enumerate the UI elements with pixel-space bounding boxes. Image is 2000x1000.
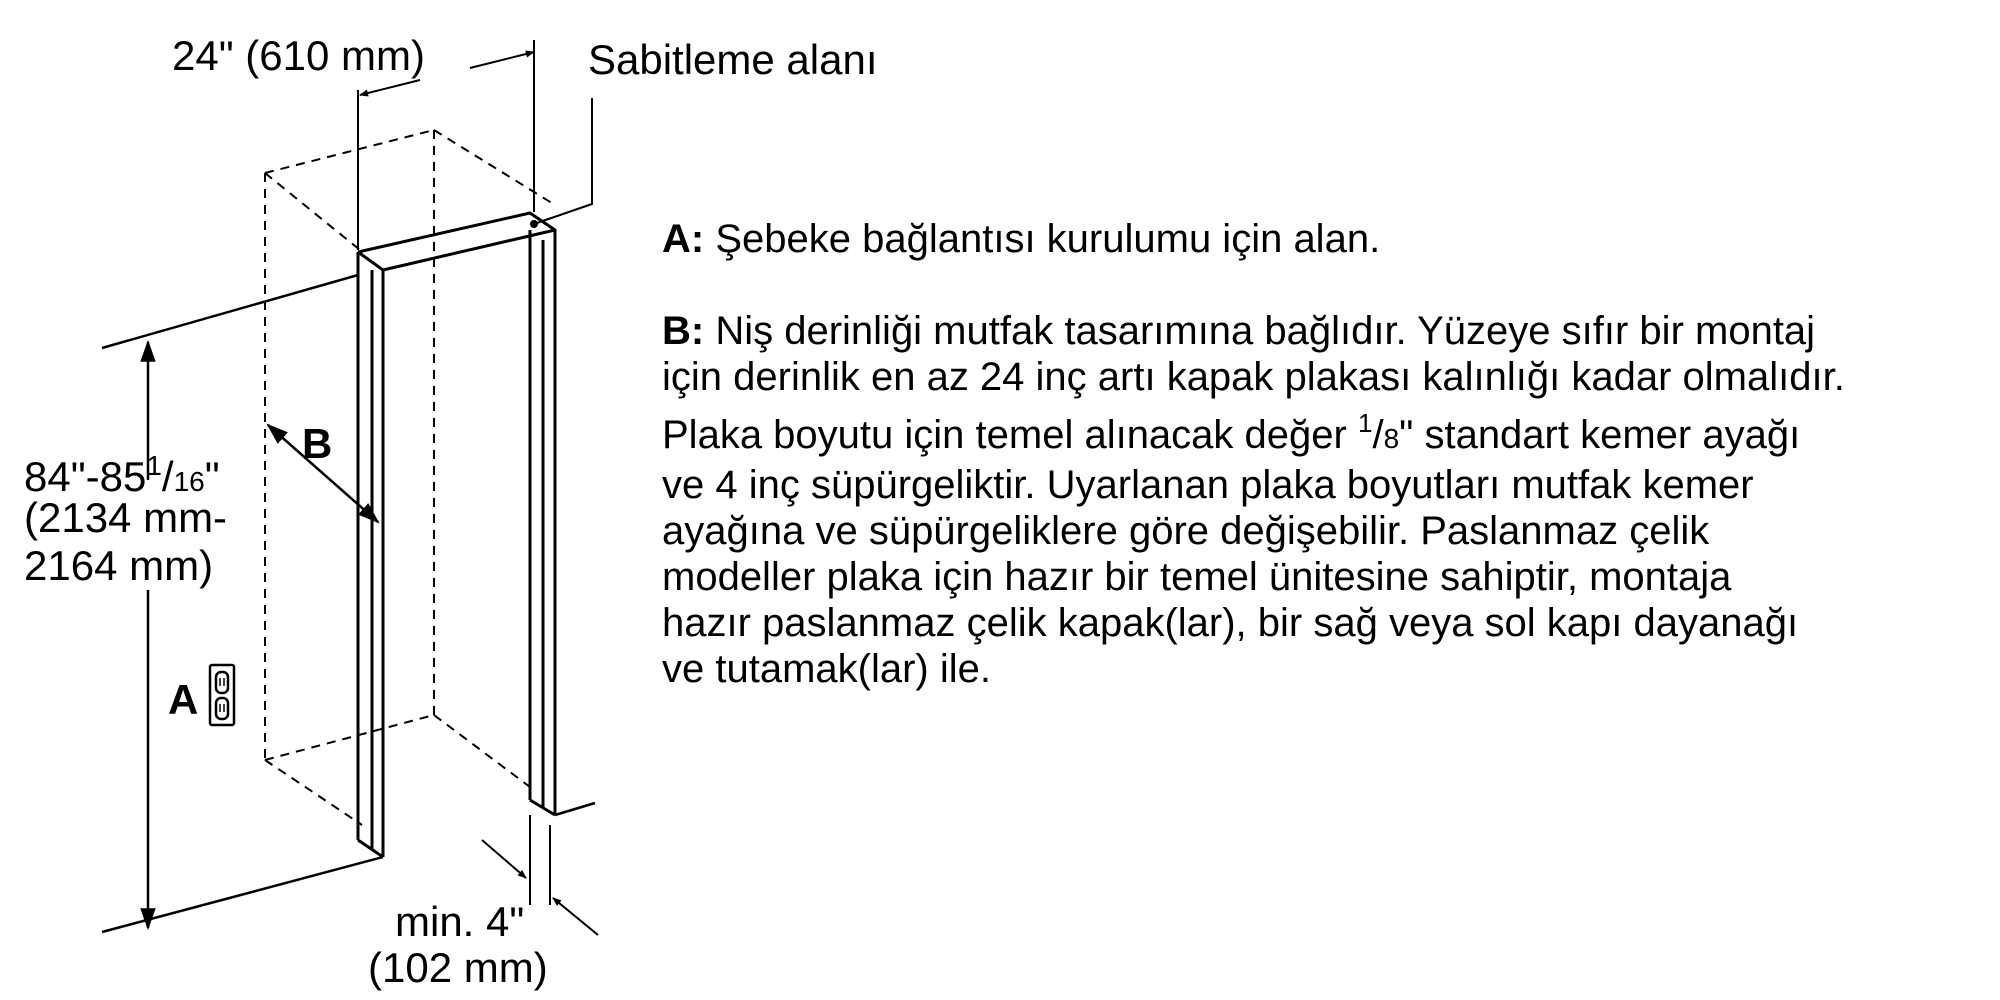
marker-a: A xyxy=(168,676,199,723)
description-notes xyxy=(662,216,1982,692)
height-mm-label-2: 2164 mm) xyxy=(24,542,214,589)
mounting-area-label: Sabitleme alanı xyxy=(588,36,878,83)
niche-dashed-outline xyxy=(265,130,555,825)
note-b-key: B: xyxy=(662,309,705,353)
height-label: $84"-85^1/16$" xyxy=(24,450,220,500)
reference-lines xyxy=(102,275,595,932)
mounting-area-leader xyxy=(531,98,592,227)
note-a-text: Şebeke bağlantısı kurulumu için alan. xyxy=(704,217,1381,261)
outlet-icon xyxy=(210,665,234,725)
height-mm-label-1: (2134 mm- xyxy=(24,494,228,541)
width-label: 24" (610 mm) xyxy=(172,32,425,79)
niche-front-frame xyxy=(358,213,555,857)
min-depth-mm-label: (102 mm) xyxy=(368,944,548,991)
note-b: B: Niş derinliği mutfak tasarımına bağlıdır. Yüzeye sıfır bir montaj için derinlik en az 24 inç artı kapak plakası kalınlığı kadar olmalıdır. Plaka boyutu için temel alınacak değer $^1$/8" standart kemer ayağı ve 4 inç süpürgeliktir. Uyarlanan plaka boyutları mutfak kemer ayağına ve süpürgeliklere göre değişebilir. Paslanmaz çelik modeller plaka için hazır bir temel ünitesine sahiptir, montaja hazır paslanmaz çelik kapak(lar), bir sağ veya sol kapı dayanağı ve tutamak(lar) ile. xyxy=(662,309,1845,691)
marker-b: B xyxy=(302,420,333,467)
note-a xyxy=(662,216,1982,262)
note-a-key: A: xyxy=(662,217,705,261)
min-depth-label: min. 4" xyxy=(395,898,525,945)
